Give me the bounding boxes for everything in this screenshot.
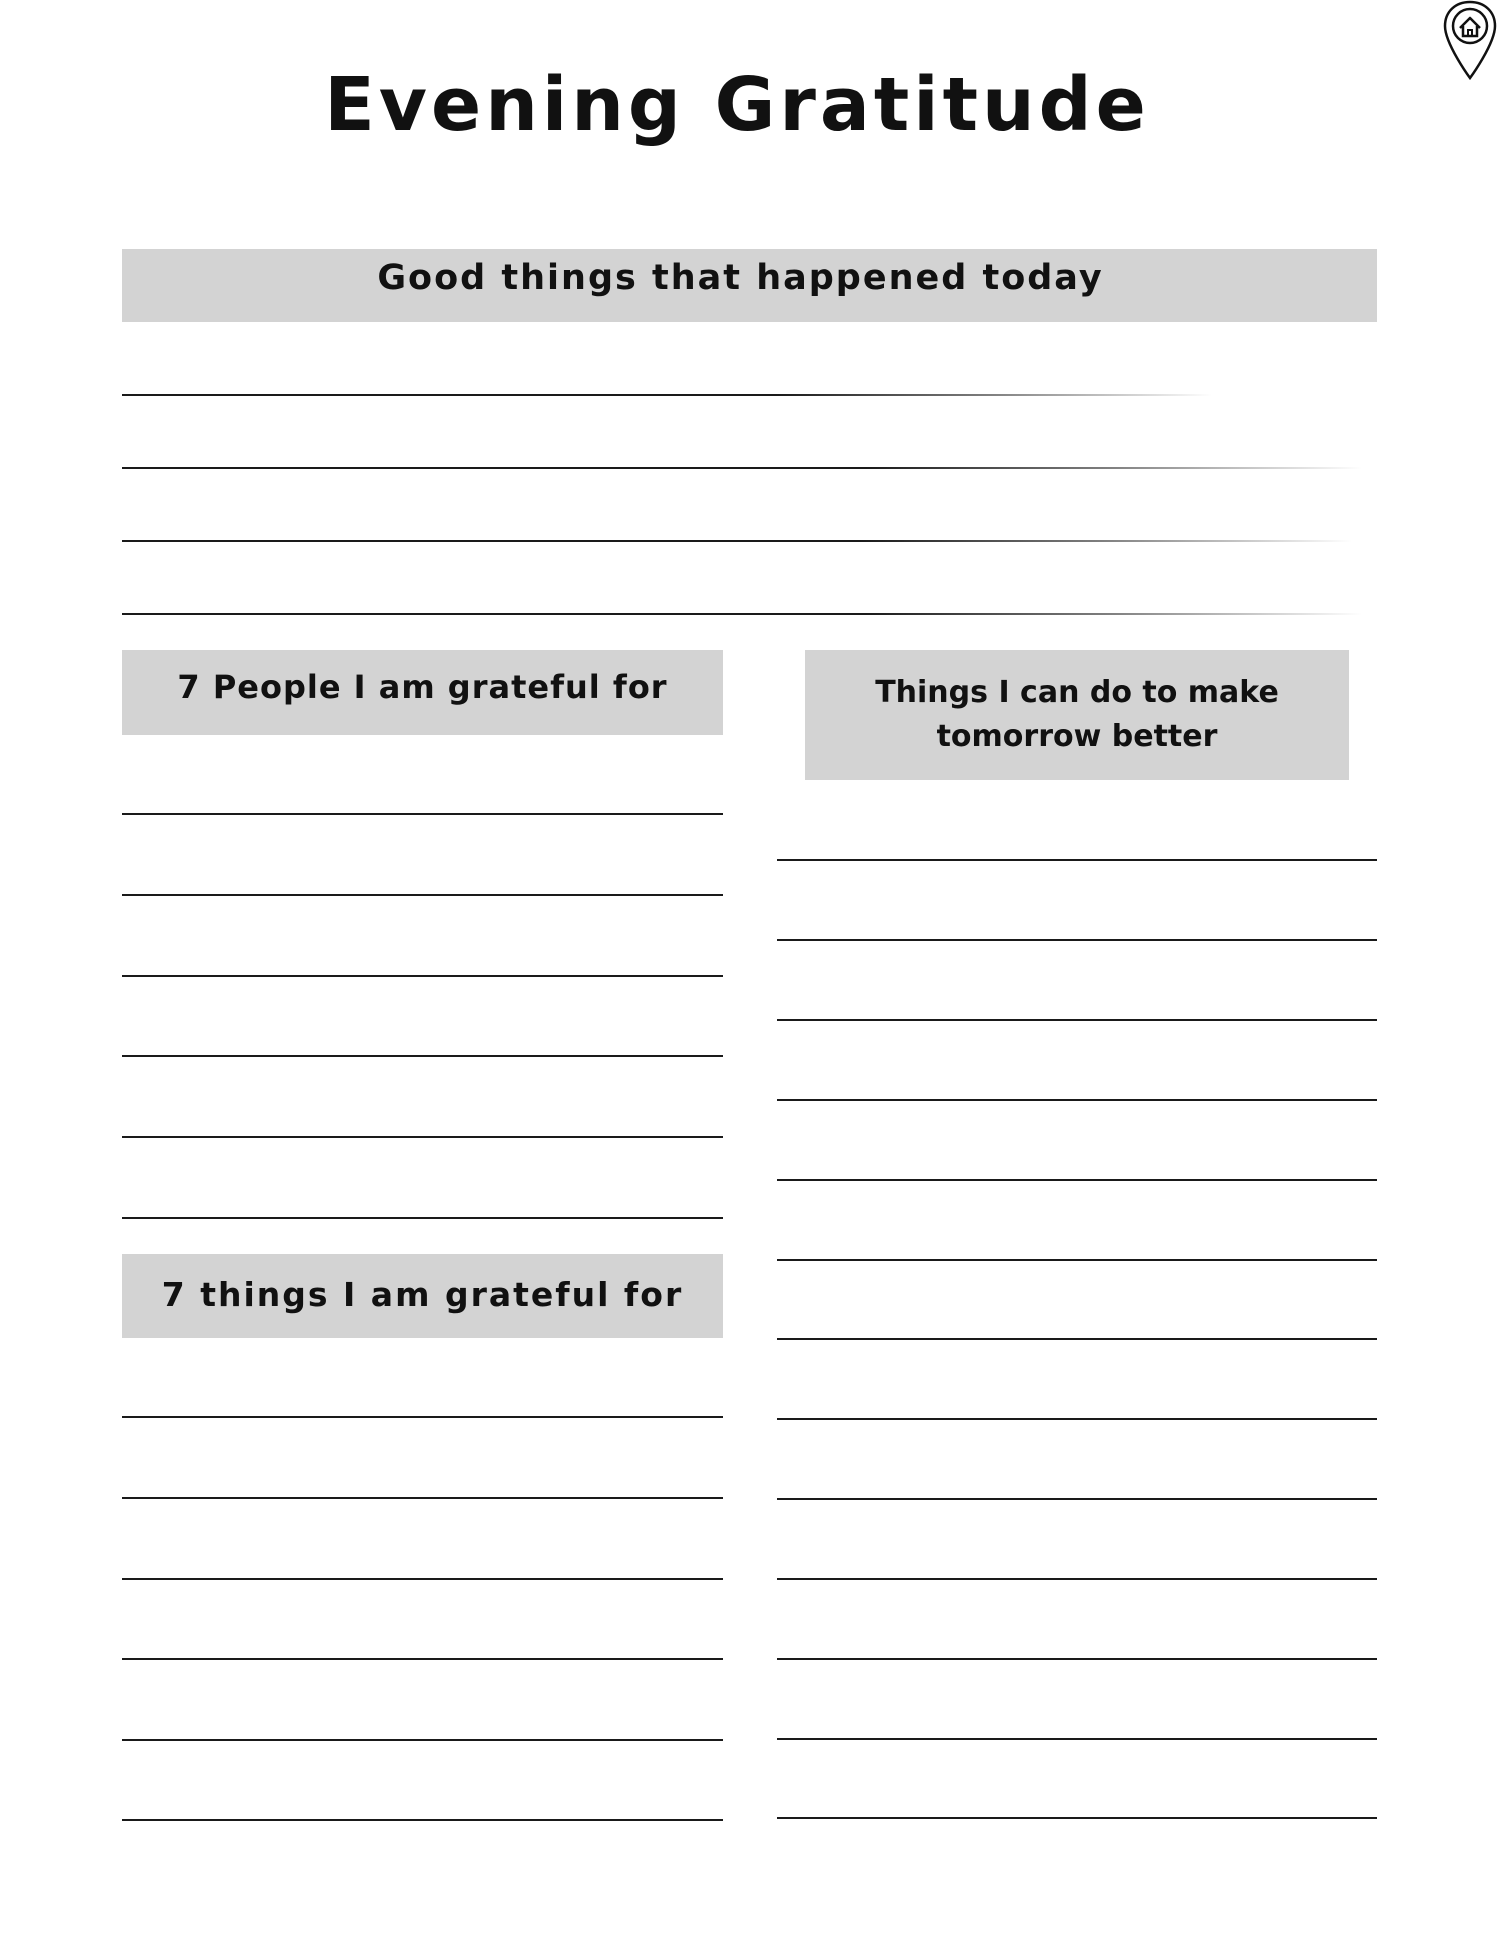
tomorrow-heading-band <box>805 650 1349 780</box>
people-writing-line[interactable] <box>122 1136 723 1138</box>
people-writing-line[interactable] <box>122 1055 723 1057</box>
people-writing-line[interactable] <box>122 975 723 977</box>
tomorrow-writing-line[interactable] <box>777 1259 1377 1261</box>
things-heading: 7 things I am grateful for <box>161 1274 684 1314</box>
page-title: Evening Gratitude <box>324 62 1150 148</box>
people-writing-line[interactable] <box>122 813 723 815</box>
good-things-writing-line[interactable] <box>122 540 1352 542</box>
good-things-heading: Good things that happened today <box>377 257 1104 298</box>
things-writing-line[interactable] <box>122 1416 723 1418</box>
tomorrow-writing-line[interactable] <box>777 859 1377 861</box>
tomorrow-writing-line[interactable] <box>777 1418 1377 1420</box>
things-writing-line[interactable] <box>122 1578 723 1580</box>
things-writing-line[interactable] <box>122 1497 723 1499</box>
tomorrow-writing-line[interactable] <box>777 939 1377 941</box>
good-things-writing-line[interactable] <box>122 394 1212 396</box>
people-heading: 7 People I am grateful for <box>177 667 668 706</box>
tomorrow-writing-line[interactable] <box>777 1099 1377 1101</box>
things-writing-line[interactable] <box>122 1658 723 1660</box>
people-writing-line[interactable] <box>122 894 723 896</box>
tomorrow-writing-line[interactable] <box>777 1658 1377 1660</box>
tomorrow-writing-line[interactable] <box>777 1179 1377 1181</box>
tomorrow-writing-line[interactable] <box>777 1019 1377 1021</box>
good-things-writing-line[interactable] <box>122 467 1362 469</box>
things-writing-line[interactable] <box>122 1819 723 1821</box>
tomorrow-heading: Things I can do to make tomorrow better <box>875 675 1279 754</box>
tomorrow-writing-line[interactable] <box>777 1498 1377 1500</box>
people-heading-band <box>122 650 723 735</box>
things-writing-line[interactable] <box>122 1739 723 1741</box>
tomorrow-writing-line[interactable] <box>777 1578 1377 1580</box>
home-location-pin-icon <box>1442 0 1498 82</box>
tomorrow-writing-line[interactable] <box>777 1338 1377 1340</box>
tomorrow-writing-line[interactable] <box>777 1738 1377 1740</box>
tomorrow-writing-line[interactable] <box>777 1817 1377 1819</box>
good-things-writing-line[interactable] <box>122 613 1362 615</box>
people-writing-line[interactable] <box>122 1217 723 1219</box>
good-things-heading-band <box>122 249 1377 322</box>
things-heading-band <box>122 1254 723 1338</box>
